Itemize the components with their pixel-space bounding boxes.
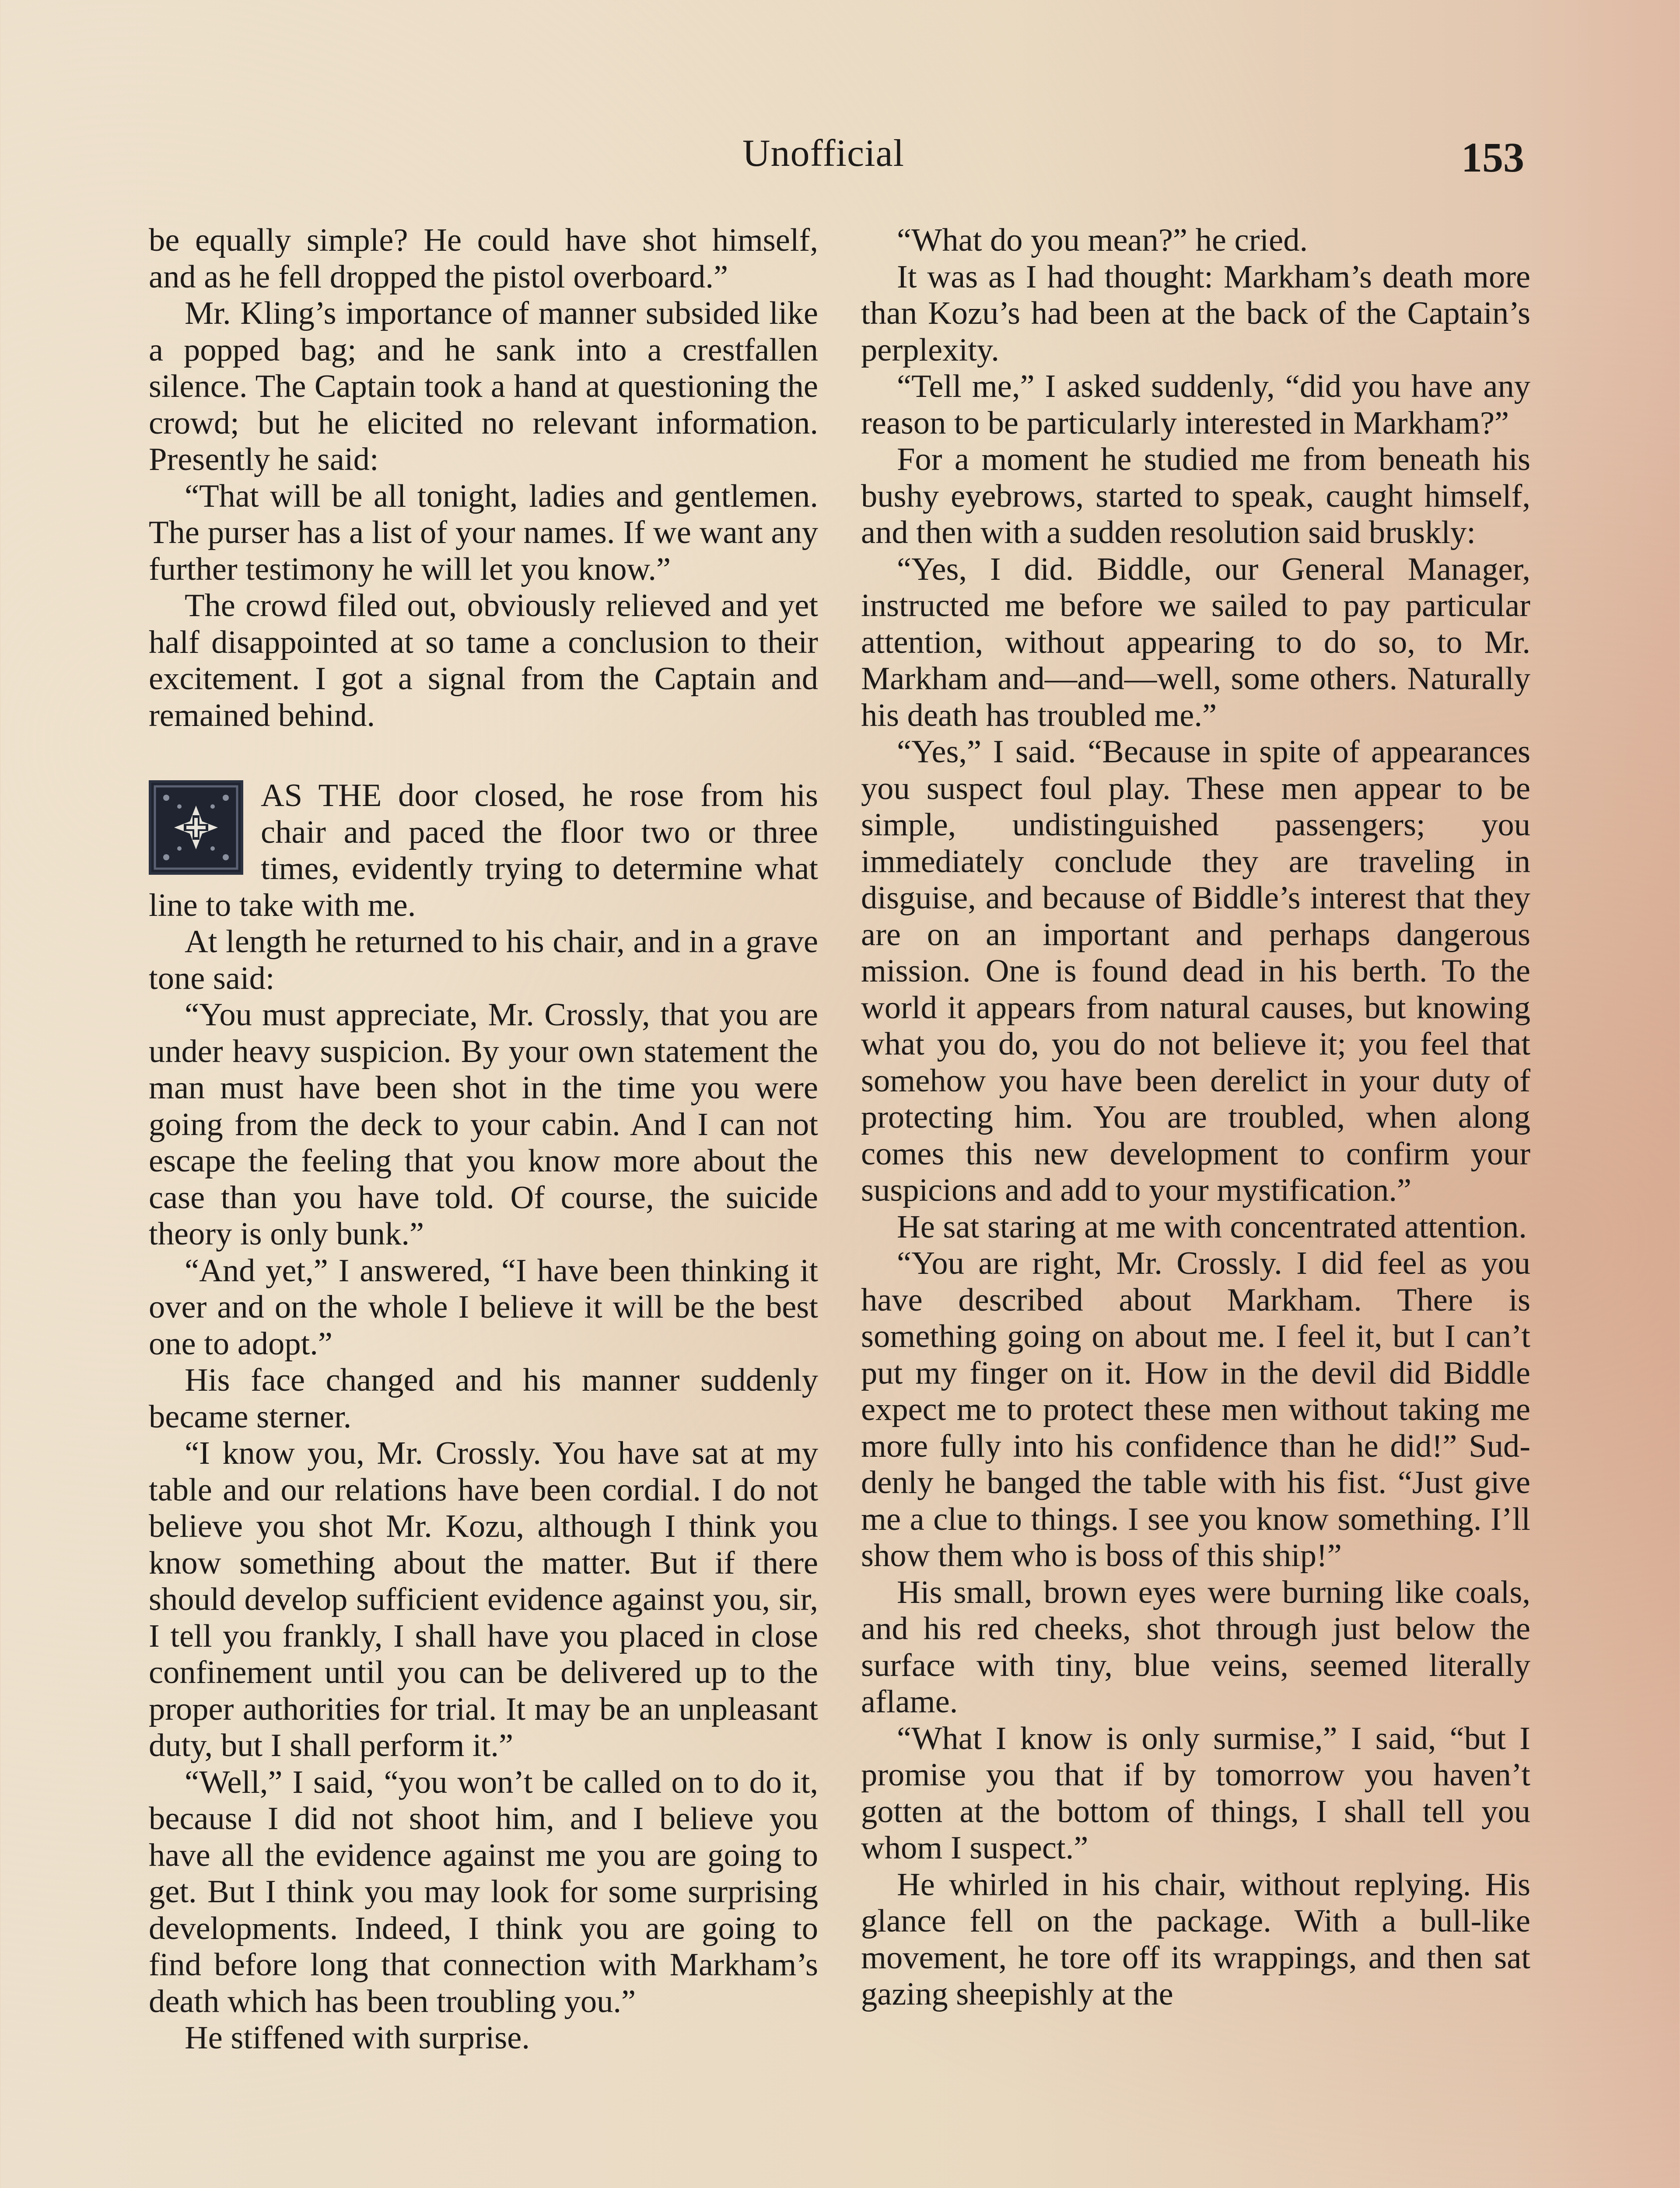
paragraph: “Yes,” I said. “Because in spite of appearances you suspect foul play. These men appear to be simple, undistinguished passengers; you immediately conclude they are traveling in disguise, and because of Biddle’s interest that they are on an important and perhaps dangerous mission. One is found dead in his berth. To the world it appears from natural causes, but knowing what you do, you do not believe it; you feel that somehow you have been derelict in your duty of protecting him. You are troubled, when along comes this new development to confirm your suspicions and add to your mystification.”	[861, 734, 1530, 1208]
paragraph: At length he returned to his chair, and in a grave tone said:	[149, 924, 818, 996]
paragraph: “You must appreciate, Mr. Crossly, that you are under heavy suspicion. By your own statement the man must have been shot in the time you were going from the deck to your cabin. And I can not escape the feeling that you know more about the case than you have told. Of course, the suicide theory is only bunk.”	[149, 997, 818, 1252]
paragraph: “Yes, I did. Biddle, our General Manager, instructed me before we sailed to pay particular attention, without appearing to do so, to Mr. Markham and—and—well, some others. Naturally his death has troubled me.”	[861, 551, 1530, 733]
paragraph: “Tell me,” I asked suddenly, “did you have any reason to be particularly interested in Markham?”	[861, 368, 1530, 441]
paragraph: It was as I had thought: Markham’s death more than Kozu’s had been at the back of the Captain’s perplexity.	[861, 259, 1530, 368]
paragraph: “And yet,” I answered, “I have been thinking it over and on the whole I believe it will be the best one to adopt.”	[149, 1252, 818, 1362]
ornament-icon	[149, 780, 243, 875]
paragraph: “What I know is only surmise,” I said, “but I promise you that if by tomorrow you haven’t gotten at the bottom of things, I shall tell you whom I suspect.”	[861, 1720, 1530, 1866]
paragraph: be equally simple? He could have shot himself, and as he fell dropped the pistol overboard.”	[149, 222, 818, 295]
paragraph: “You are right, Mr. Crossly. I did feel as you have described about Markham. There is something going on about me. I feel it, but I can’t put my finger on it. How in the devil did Biddle expect me to protect these men without taking me more fully into his confidence than he did!” Suddenly he banged the table with his fist. “Just give me a clue to things. I see you know something. I’ll show them who is boss of this ship!”	[861, 1245, 1530, 1574]
paragraph: For a moment he studied me from beneath his bushy eyebrows, started to speak, caught himself, and then with a sudden resolution said bruskly:	[861, 442, 1530, 551]
paragraph: “What do you mean?” he cried.	[897, 222, 1308, 258]
running-title: Unofficial	[742, 132, 905, 175]
paragraph: “Well,” I said, “you won’t be called on to do it, because I did not shoot him, and I believe you have all the evidence against me you are going to get. But I think you may look for some surprising developments. Indeed, I think you are going to find before long that connection with Markham’s death which has been troubling you.”	[149, 1764, 818, 2020]
paragraph: “That will be all tonight, ladies and gentlemen. The purser has a list of your names. If we want any further testimony he will let you know.”	[149, 478, 818, 587]
paragraph: Mr. Kling’s importance of manner subsided like a popped bag; and he sank into a crestfallen silence. The Captain took a hand at questioning the crowd; but he elicited no relevant information. Presently he said:	[149, 295, 818, 477]
paragraph: His small, brown eyes were burning like coals, and his red cheeks, shot through just below the surface with tiny, blue veins, seemed literally aflame.	[861, 1574, 1530, 1720]
left-column	[149, 222, 818, 2057]
dropcap-paragraph	[149, 778, 818, 924]
paragraph: His face changed and his manner suddenly became sterner.	[149, 1362, 818, 1435]
paragraph: He whirled in his chair, without replying. His glance fell on the package. With a bull-like movement, he tore off its wrappings, and then sat gazing sheepishly at the	[861, 1866, 1530, 2012]
paragraph: AS THE door closed, he rose from his chair and paced the floor two or three times, evidently trying to determine what line to take with me.	[149, 778, 818, 923]
right-column	[861, 222, 1530, 2013]
page-header	[0, 131, 1680, 184]
paragraph: The crowd filed out, obviously relieved and yet half disappointed at so tame a conclusion to their excitement. I got a signal from the Captain and remained behind.	[149, 588, 818, 733]
page-number: 153	[1461, 134, 1524, 181]
paragraph: “I know you, Mr. Crossly. You have sat at my table and our relations have been cordial. I do not believe you shot Mr. Kozu, although I think you know something about the matter. But if there should develop sufficient evidence against you, sir, I tell you frankly, I shall have you placed in close confinement until you can be delivered up to the proper authorities for trial. It may be an unpleasant duty, but I shall perform it.”	[149, 1435, 818, 1764]
section-break	[149, 734, 818, 778]
paragraph: He stiffened with surprise.	[185, 2020, 530, 2056]
paragraph: He sat staring at me with concentrated attention.	[897, 1209, 1527, 1245]
